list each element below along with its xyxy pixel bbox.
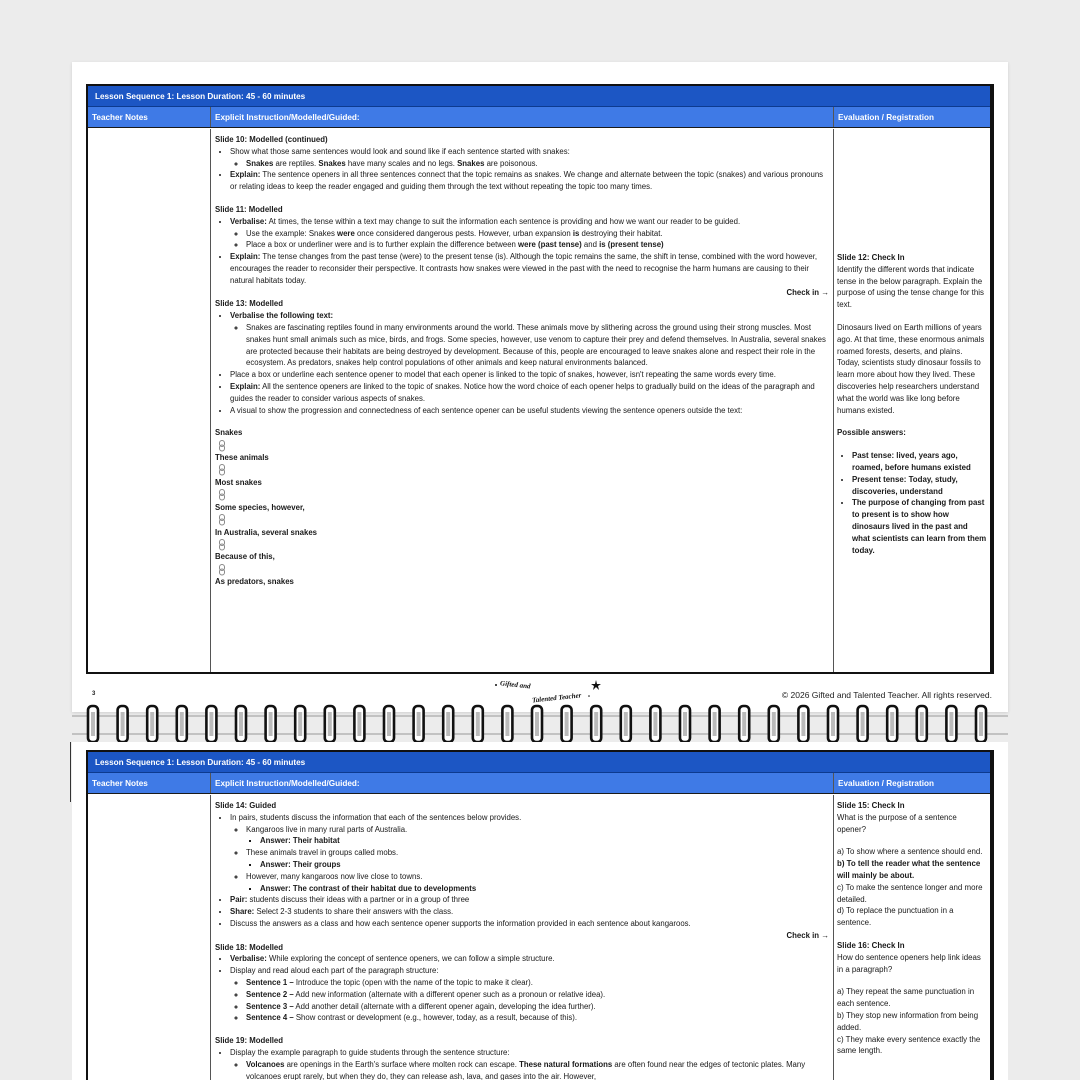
- lesson-title: Lesson Sequence 1: Lesson Duration: 45 - 60 minutes: [88, 86, 990, 107]
- binding-coil-shade: [624, 712, 628, 736]
- sub-bullet: ◦ Snakes are fascinating reptiles found in many environments around the world. These animals move by slithering across the ground using their strong muscles. Most snakes hunt small animals such as mice, birds, and frogs. Some species, however, use venom to capture their prey and defend themselves. In Australia, several snakes are protected because their habitats are being destroyed by development. Because of this, people are encouraged to leave snakes alone and respect their role in the ecosystem. As predators, snakes help control populations of other animals and keep natural environments balanced.: [246, 322, 829, 369]
- binding-coil-shade: [713, 712, 717, 736]
- bullet: • Discuss the answers as a class and how each sentence opener supports the information provided in each sentence about kangaroos.: [230, 918, 829, 930]
- sub-bullet: ◦ Kangaroos live in many rural parts of Australia. ▪ Answer: Their habitat: [246, 824, 829, 848]
- sub-bullet: ◦ Volcanoes are openings in the Earth's surface where molten rock can escape. These natural formations are often found near the edges of tectonic plates. Many volcanoes erupt rarely, but when they do, they can release ash, lava, and gases into the air. However,: [246, 1059, 829, 1080]
- chain-link-icon: [215, 563, 829, 576]
- lesson-title: Lesson Sequence 1: Lesson Duration: 45 - 60 minutes: [88, 752, 990, 773]
- opener-item: These animals: [215, 453, 269, 463]
- answer-item: • The purpose of changing from past to present is to show how dinosaurs lived in the past and what scientists can learn from them today.: [852, 497, 987, 556]
- check-in-link: Check in →: [786, 930, 829, 940]
- teacher-notes-cell: [88, 795, 211, 1080]
- bullet: • Display and read aloud each part of the paragraph structure: ◦ Sentence 1 – Introduce the topic (open with the name of the topic to make it clear). ◦ Sentence 2 – Add new information (alternate with a different opener such as a pronoun or relative idea). ◦ Sentence 3 – Add another detail (alternate with a different opener again, developing the idea further). ◦ Sentence 4 – Show contrast or development (e.g., however, today, as a result, because of this).: [230, 965, 829, 1024]
- binding-coil-shade: [180, 712, 184, 736]
- column-header-row: [88, 107, 990, 128]
- binding-coil-shade: [535, 712, 539, 736]
- sub-bullet: ◦ Sentence 3 – Add another detail (alternate with a different opener again, developing the idea further).: [246, 1001, 829, 1013]
- sub-bullet: ◦ Use the example: Snakes were once considered dangerous pests. However, urban expansion is destroying their habitat.: [246, 228, 829, 240]
- sub-bullet: ◦ Snakes are reptiles. Snakes have many scales and no legs. Snakes are poisonous.: [246, 158, 829, 170]
- evaluation-cell: [834, 129, 990, 672]
- binding-coil-shade: [772, 712, 776, 736]
- bullet: • Show what those same sentences would look and sound like if each sentence started with snakes: ◦ Snakes are reptiles. Snakes have many scales and no legs. Snakes are poisonous.: [230, 146, 829, 170]
- binding-coil-shade: [209, 712, 213, 736]
- quiz-option: c) They make every sentence exactly the same length.: [837, 1034, 981, 1056]
- column-header-row: [88, 773, 990, 794]
- binding-coil-shade: [890, 712, 894, 736]
- sub-bullet: ◦ Sentence 4 – Show contrast or development (e.g., however, today, as a result, because of this).: [246, 1012, 829, 1024]
- opener-item: As predators, snakes: [215, 577, 294, 587]
- binding-coil-shade: [801, 712, 805, 736]
- document-page-1: [72, 62, 1008, 712]
- opener-item: Because of this,: [215, 552, 275, 562]
- sub-bullet: ◦ Sentence 1 – Introduce the topic (open with the name of the topic to make it clear).: [246, 977, 829, 989]
- answer-bullet: ▪ Answer: Their habitat: [260, 835, 829, 847]
- binding-coil-shade: [683, 712, 687, 736]
- svg-text:Talented Teacher: Talented Teacher: [531, 691, 582, 705]
- binding-coil-shade: [357, 712, 361, 736]
- quiz-option: a) To show where a sentence should end.: [837, 847, 983, 857]
- binding-coil-shade: [328, 712, 332, 736]
- quiz-option: b) They stop new information from being added.: [837, 1010, 979, 1032]
- column-header-instruction: Explicit Instruction/Modelled/Guided:: [211, 107, 834, 127]
- evaluation-cell: [834, 795, 990, 1080]
- binding-coil-shade: [861, 712, 865, 736]
- quiz-question: What is the purpose of a sentence opener?: [837, 812, 957, 834]
- opener-item: Snakes: [215, 428, 243, 438]
- quiz-option: c) To make the sentence longer and more detailed.: [837, 882, 983, 904]
- binding-coil-shade: [446, 712, 450, 736]
- answer-item: • Present tense: Today, study, discoveries, understand: [852, 474, 987, 498]
- opener-item: In Australia, several snakes: [215, 527, 317, 537]
- bullet: • Pair: students discuss their ideas with a partner or in a group of three: [230, 894, 829, 906]
- slide-11-title: Slide 11: Modelled: [215, 204, 283, 214]
- bullet: • Explain: The sentence openers in all three sentences connect that the topic remains as snakes. We change and alternate between the topic (snakes) and various pronouns or relating ideas to keep the reader engaged and guiding them through the text without repeating the topic too many times.: [230, 169, 829, 193]
- quiz-question: How do sentence openers help link ideas in a paragraph?: [837, 952, 981, 974]
- page-number: 3: [92, 691, 96, 697]
- binding-coil-shade: [742, 712, 746, 736]
- slide-13-title: Slide 13: Modelled: [215, 299, 284, 309]
- binding-coil-shade: [949, 712, 953, 736]
- bullet: • In pairs, students discuss the information that each of the sentences below provides. ◦ Kangaroos live in many rural parts of Australia. ▪ Answer: Their habitat ◦ These animals travel in groups called mobs. ▪ Answer: Their groups ◦ However, many kangaroos now live close to towns. ▪ Answer: The contrast of their habitat due to developments: [230, 812, 829, 895]
- bullet: • A visual to show the progression and connectedness of each sentence opener can be useful students viewing the sentence openers outside the text:: [230, 405, 829, 417]
- lesson-table: [86, 750, 994, 1080]
- binding-coil-shade: [91, 712, 95, 736]
- document-page-2: [72, 742, 1008, 1080]
- check-in-paragraph: Dinosaurs lived on Earth millions of years ago. At that time, these enormous animals roamed forests, deserts, and plains. Today, scientists study dinosaur fossils to learn more about how they lived. These discoveries help researchers understand what the world was like long before humans existed.: [837, 322, 985, 415]
- check-in-link: Check in →: [786, 287, 829, 297]
- binding-coil-shade: [150, 712, 154, 736]
- binding-coil-shade: [653, 712, 657, 736]
- binding-coil-shade: [476, 712, 480, 736]
- answer-item: • Past tense: lived, years ago, roamed, before humans existed: [852, 450, 987, 474]
- column-header-evaluation: Evaluation / Registration: [838, 113, 934, 122]
- opener-sequence: [215, 427, 829, 588]
- bullet: • Share: Select 2-3 students to share their answers with the class.: [230, 906, 829, 918]
- instruction-cell: [211, 129, 834, 672]
- bullet: • Explain: The tense changes from the past tense (were) to the present tense (is). Although the topic remains the same, the shift in tense, combined with the word however, encourages the reader to reconsider their perspective. It contrasts how snakes were viewed in the past with the need to recognise the harm humans are causing to their natural habitats today.: [230, 251, 829, 286]
- binding-coil-shade: [417, 712, 421, 736]
- page-edge: [70, 742, 71, 802]
- sub-bullet: ◦ These animals travel in groups called mobs. ▪ Answer: Their groups: [246, 847, 829, 871]
- binding-coil-shade: [269, 712, 273, 736]
- possible-answers-label: Possible answers:: [837, 428, 906, 438]
- binding-coil-shade: [920, 712, 924, 736]
- slide-15-title: Slide 15: Check In: [837, 801, 905, 810]
- gifted-talented-teacher-logo: [486, 676, 616, 706]
- binding-coil-shade: [298, 712, 302, 736]
- bullet: • Verbalise the following text: ◦ Snakes are fascinating reptiles found in many environments around the world. These animals move by slithering across the ground using their strong muscles. Most snakes hunt small animals such as mice, birds, and frogs. Some species, however, use venom to capture their prey and defend themselves. In Australia, several snakes are protected because their habitats are being destroyed by development. Because of this, people are encouraged to leave snakes alone and respect their role in the ecosystem. As predators, snakes help control populations of other animals and keep natural environments balanced.: [230, 310, 829, 369]
- quiz-option: d) To replace the punctuation in a sentence.: [837, 906, 954, 928]
- binding-coil-shade: [979, 712, 983, 736]
- bullet: • Verbalise: While exploring the concept of sentence openers, we can follow a simple structure.: [230, 953, 829, 965]
- svg-text:Gifted and: Gifted and: [499, 679, 531, 691]
- chain-link-icon: [215, 439, 829, 452]
- sub-bullet: ◦ Sentence 2 – Add new information (alternate with a different opener such as a pronoun or relative idea).: [246, 989, 829, 1001]
- teacher-notes-cell: [88, 129, 211, 672]
- sub-bullet: ◦ However, many kangaroos now live close to towns. ▪ Answer: The contrast of their habitat due to developments: [246, 871, 829, 895]
- lesson-table: [86, 84, 994, 674]
- column-header-instruction: Explicit Instruction/Modelled/Guided:: [211, 773, 834, 793]
- slide-16-title: Slide 16: Check In: [837, 940, 905, 950]
- column-header-teacher-notes: Teacher Notes: [88, 107, 211, 127]
- slide-19-title: Slide 19: Modelled: [215, 1036, 284, 1046]
- binding-coil-shade: [387, 712, 391, 736]
- opener-item: Most snakes: [215, 477, 262, 487]
- instruction-cell: [211, 795, 834, 1080]
- sub-bullet: ◦ Place a box or underliner were and is to further explain the difference between were (past tense) and is (present tense): [246, 239, 829, 251]
- chain-link-icon: [215, 489, 829, 502]
- slide-12-title: Slide 12: Check In: [837, 253, 905, 262]
- quiz-option-correct: b) To tell the reader what the sentence will mainly be about.: [837, 859, 981, 880]
- binding-coil-shade: [239, 712, 243, 736]
- spiral-binding: [72, 704, 1008, 744]
- bullet: • Explain: All the sentence openers are linked to the topic of snakes. Notice how the word choice of each opener helps to gradually build on the ideas of the paragraph and guides the reader to consider various aspects of snakes.: [230, 381, 829, 405]
- quiz-option: a) They repeat the same punctuation in each sentence.: [837, 987, 975, 1009]
- slide-10-title: Slide 10: Modelled (continued): [215, 135, 328, 144]
- answer-bullet: ▪ Answer: Their groups: [260, 859, 829, 871]
- binding-coil-shade: [594, 712, 598, 736]
- bullet: • Display the example paragraph to guide students through the sentence structure: ◦ Volcanoes are openings in the Earth's surface where molten rock can escape. These natural formations are often found near the edges of tectonic plates. Many volcanoes erupt rarely, but when they do, they can release ash, lava, and gases into the air. However,: [230, 1047, 829, 1080]
- binding-coil-shade: [565, 712, 569, 736]
- binding-coil-shade: [121, 712, 125, 736]
- slide-14-title: Slide 14: Guided: [215, 801, 277, 810]
- chain-link-icon: [215, 464, 829, 477]
- column-header-teacher-notes: Teacher Notes: [88, 773, 211, 793]
- column-header-evaluation: Evaluation / Registration: [838, 779, 934, 788]
- check-in-prompt: Identify the different words that indicate tense in the below paragraph. Explain the purpose of using the tense change for this text.: [837, 264, 984, 310]
- binding-coil-shade: [505, 712, 509, 736]
- binding-coil-shade: [831, 712, 835, 736]
- chain-link-icon: [215, 514, 829, 527]
- opener-item: Some species, however,: [215, 502, 305, 512]
- copyright-text: © 2026 Gifted and Talented Teacher. All rights reserved.: [781, 690, 992, 700]
- bullet: • Place a box or underline each sentence opener to model that each opener is linked to the topic of snakes, however, isn't repeating the same words every time.: [230, 369, 829, 381]
- slide-18-title: Slide 18: Modelled: [215, 942, 284, 952]
- bullet: • Verbalise: At times, the tense within a text may change to suit the information each sentence is providing and how we want our reader to be guided. ◦ Use the example: Snakes were once considered dangerous pests. However, urban expansion is destroying their habitat. ◦ Place a box or underliner were and is to further explain the difference between were (past tense) and is (present tense): [230, 216, 829, 251]
- answer-bullet: ▪ Answer: The contrast of their habitat due to developments: [260, 883, 829, 895]
- chain-link-icon: [215, 538, 829, 551]
